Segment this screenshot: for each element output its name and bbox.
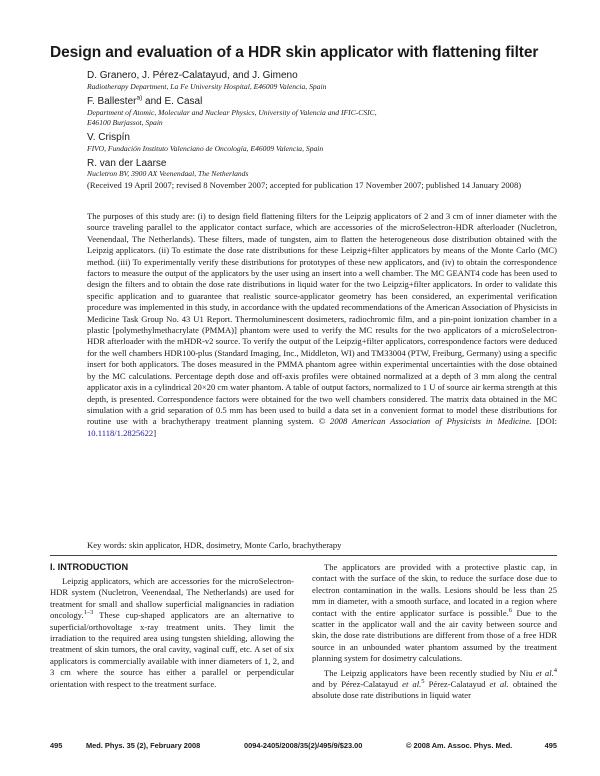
keywords: Key words: skin applicator, HDR, dosimetry, Monte Carlo, brachytherapy	[87, 540, 342, 550]
paragraph-text: and by Pérez-Calatayud	[312, 679, 403, 690]
paragraph	[50, 576, 294, 690]
author-name: and E. Casal	[142, 96, 203, 107]
et-al: et al.	[402, 679, 422, 690]
reference-marker[interactable]: 6	[508, 606, 513, 614]
left-column	[50, 576, 294, 690]
author-group-3: V. Crispín	[87, 132, 130, 143]
paragraph-text: Leipzig applicators, which are accessories for the microSelectron-HDR system (Nucletron, Veenendaal, The Netherlands) are used for treatment for small and shallow superficial malignancies in radiation oncology.	[50, 576, 294, 621]
paragraph-text: obtained the absolute dose rate distributions in liquid water	[312, 679, 558, 701]
reference-marker[interactable]: 4	[553, 666, 557, 674]
affiliation-2-line-2: E46100 Burjassot, Spain	[87, 118, 163, 127]
paragraph-text: The applicators are provided with a protective plastic cap, in contact with the surface of the skin, to reduce the surface dose due to electron contamination in the walls. Lesions should be less than 25 mm in diameter, with a smooth surface, and located in a region where contact with the entire applicator surface is possible.	[312, 562, 557, 618]
affiliation-3: FIVO, Fundación Instituto Valenciano de Oncología, E46009 Valencia, Spain	[87, 144, 324, 153]
abstract	[87, 211, 557, 439]
article-code: 0094-2405/2008/35(2)/495/9/$23.00	[244, 741, 363, 750]
author-group-4: R. van der Laarse	[87, 158, 167, 169]
author-name: F. Ballester	[87, 96, 137, 107]
author-group-2	[87, 96, 557, 107]
author-group-1: D. Granero, J. Pérez-Calatayud, and J. Gimeno	[87, 70, 298, 81]
received-dates: (Received 19 April 2007; revised 8 November 2007; accepted for publication 17 November 2007; published 14 January 2008)	[87, 180, 522, 190]
paragraph-text: Due to the scatter in the applicator wall and the air cavity between source and skin, the dose rate distributions are different from those of a free HDR source in an unbounded water phantom assumed by the treatment planning system for dosimetry calculations.	[312, 607, 557, 664]
footer-copyright: © 2008 Am. Assoc. Phys. Med.	[406, 741, 513, 750]
paragraph	[312, 562, 557, 665]
paper-title: Design and evaluation of a HDR skin applicator with flattening filter	[50, 44, 539, 61]
et-al: et al.	[489, 679, 509, 690]
doi-prefix: [DOI:	[536, 416, 557, 427]
abstract-text: The purposes of this study are: (i) to design field flattening filters for the Leipzig applicators of 2 and 3 cm of inner diameter with the source traveling parallel to the applicator contact surface, which are accessories of the microSelectron-HDR afterloader (Nucletron, Veenendaal, The Netherlands). These filters, made of tungsten, aim to flatten the heterogeneous dose distribution obtained with the Leipzig applicators. (ii) To estimate the dose rate distributions for these Leipzig+filter applicators by means of the Monte Carlo (MC) method. (iii) To experimentally verify these distributions for prototypes of these new applicators, and (iv) to obtain the correspondence factors to measure the output of the applicators by the user using an insert into a well chamber. The MC GEANT4 code has been used to design the filters and to obtain the dose rate distributions in liquid water for the two Leipzig+filter applicators. In order to validate this specific application and to guarantee that realistic source-applicator geometry has been considered, an experimental verification procedure was implemented in this study, in accordance with the updated recommendations of the American Association of Physicists in Medicine Task Group No. 43 U1 Report. Thermoluminescent dosimeters, radiochromic film, and a pin-point ionization chamber in a plastic [polymethylmethacrylate (PMMA)] phantom were used to verify the MC results for the two applicators of a microSelectron-HDR afterloader with the mHDR-v2 source. To verify the output of the Leipzig+filter applicators, correspondence factors were deduced for the well chambers HDR100-plus (Standard Imaging, Inc., Middleton, WI) and TM33004 (PTW, Freiburg, Germany) using a specific insert for both applicators. The doses measured in the PMMA phantom agree within experimental uncertainties with the dose obtained by the MC calculations. Percentage depth dose and off-axis profiles were obtained normalized at a depth of 3 mm along the central applicator axis in a cylindrical 20×20 cm water phantom. A table of output factors, normalized to 1 U of source air kerma strength at this depth, is presented. Correspondence factors were obtained for the two well chambers considered. The matrix data obtained in the MC simulation with a grid separation of 0.5 mm has been used to build a data set in a convenient format to model these distributions for routine use with a brachytherapy treatment planning system.	[87, 211, 557, 427]
paragraph-text: Pérez-Calatayud	[424, 679, 490, 690]
page-footer	[50, 740, 557, 752]
affiliation-2-line-1: Department of Atomic, Molecular and Nuclear Physics, University of Valencia and IFIC-CSIC,	[87, 108, 377, 117]
reference-marker[interactable]: 5	[421, 678, 425, 686]
affiliation-4: Nucletron BV, 3900 AX Veenendaal, The Netherlands	[87, 169, 249, 178]
page-number-right: 495	[544, 741, 557, 750]
paragraph-text: These cup-shaped applicators are an alternative to superficial/orthovoltage x-ray treatment units. They limit the irradiation to the required area using tungsten shielding, allowing the treatment of skin tumors, the oral cavity, vaginal cuff, etc. A set of six applicators is commercially available with inner diameters of 1, 2, and 3 cm where the source has either a parallel or perpendicular orientation with respect to the treatment surface.	[50, 610, 294, 689]
doi-link[interactable]: 10.1118/1.2825622	[87, 427, 154, 438]
paragraph	[312, 668, 557, 702]
section-divider	[50, 555, 557, 556]
journal-citation: Med. Phys. 35 (2), February 2008	[86, 741, 201, 750]
paragraph-text: The Leipzig applicators have been recently studied by Niu	[324, 667, 536, 678]
section-heading: I. INTRODUCTION	[50, 562, 129, 572]
affiliation-1: Radiotherapy Department, La Fe University Hospital, E46009 Valencia, Spain	[87, 82, 327, 91]
right-column	[312, 562, 557, 702]
reference-marker[interactable]: 1–3	[83, 609, 94, 617]
page-number-left: 495	[50, 741, 63, 750]
doi-suffix: ]	[153, 427, 157, 438]
et-al: et al.	[535, 667, 554, 678]
abstract-copyright: © 2008 American Association of Physicists in Medicine.	[318, 416, 532, 427]
footnote-marker: a)	[136, 94, 143, 102]
